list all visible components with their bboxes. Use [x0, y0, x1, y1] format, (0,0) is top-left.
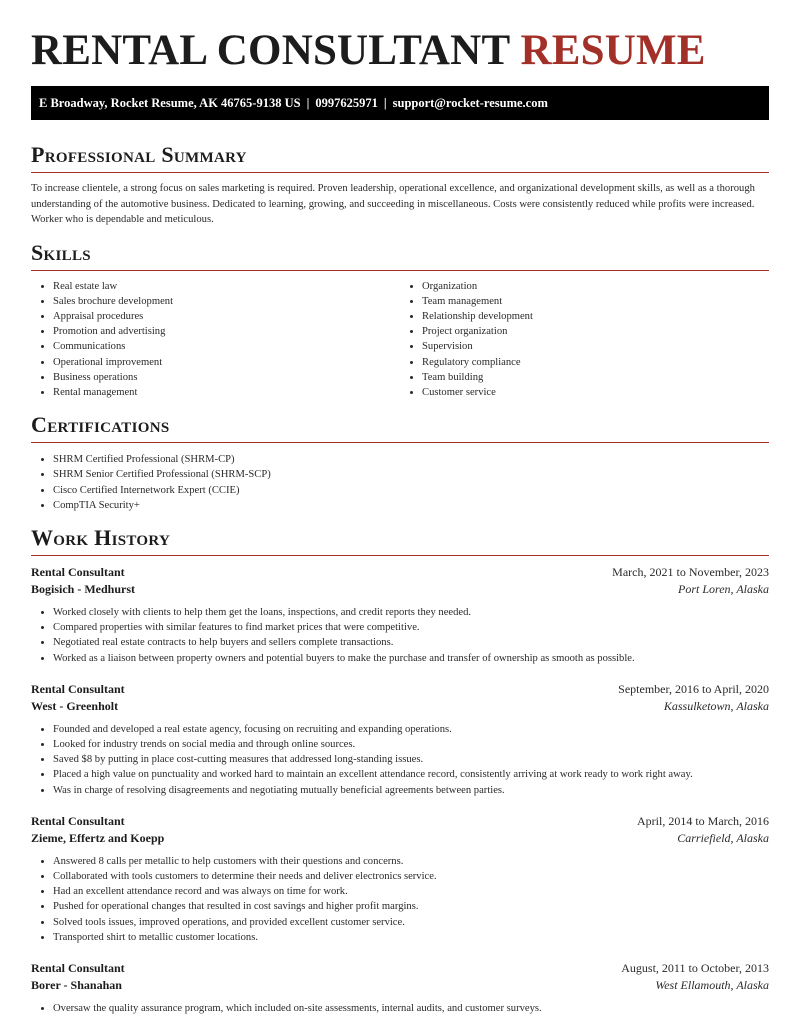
section-divider [31, 442, 769, 443]
job-location: Kassulketown, Alaska [663, 699, 769, 714]
job-entry [31, 681, 769, 798]
skill-item: • Communications [53, 339, 400, 354]
job-dates: August, 2011 to October, 2013 [621, 960, 769, 975]
job-dates: September, 2016 to April, 2020 [618, 681, 769, 696]
job-bullet: • Compared properties with similar features to find market prices that were competitive. [53, 620, 769, 635]
skill-item: • Promotion and advertising [53, 324, 400, 339]
title-accent: RESUME [520, 27, 706, 74]
skill-item: • Business operations [53, 370, 400, 385]
job-bullet: • Transported shirt to metallic customer locations. [53, 930, 769, 945]
title-main: RENTAL CONSULTANT [31, 27, 510, 74]
skill-item: • Supervision [422, 339, 769, 354]
job-company-row [31, 977, 769, 995]
certifications-list [31, 452, 769, 513]
job-title: Rental Consultant [31, 564, 125, 579]
job-bullet: • Answered 8 calls per metallic to help customers with their questions and concerns. [53, 854, 769, 869]
certification-item: • SHRM Certified Professional (SHRM-CP) [53, 452, 769, 467]
job-header-row [31, 960, 769, 978]
job-location: West Ellamouth, Alaska [655, 978, 769, 993]
skill-item: • Real estate law [53, 279, 400, 294]
job-title: Rental Consultant [31, 960, 125, 975]
job-bullet: • Founded and developed a real estate agency, focusing on recruiting and expanding operations. [53, 722, 769, 737]
job-bullet: • Worked closely with clients to help them get the loans, inspections, and credit reports they needed. [53, 605, 769, 620]
skills-list-left [31, 279, 400, 401]
job-bullets [31, 1001, 769, 1016]
job-company: Bogisich - Medhurst [31, 582, 136, 597]
certification-item: • SHRM Senior Certified Professional (SHRM-SCP) [53, 467, 769, 482]
contact-email: support@rocket-resume.com [392, 96, 548, 110]
job-company-row [31, 698, 769, 716]
section-divider [31, 172, 769, 173]
skill-item: • Team building [422, 370, 769, 385]
contact-phone: 0997625971 [315, 96, 378, 110]
job-company-row [31, 830, 769, 848]
job-dates: March, 2021 to November, 2023 [612, 564, 769, 579]
job-dates: April, 2014 to March, 2016 [637, 813, 769, 828]
job-bullets [31, 605, 769, 666]
skill-item: • Team management [422, 294, 769, 309]
job-header-row [31, 564, 769, 582]
job-bullet: • Collaborated with tools customers to determine their needs and deliver electronics service. [53, 869, 769, 884]
section-divider [31, 555, 769, 556]
contact-separator: | [383, 96, 387, 110]
skill-item: • Regulatory compliance [422, 355, 769, 370]
certification-item: • Cisco Certified Internetwork Expert (CCIE) [53, 483, 769, 498]
job-location: Port Loren, Alaska [677, 582, 769, 597]
skill-item: • Rental management [53, 385, 400, 400]
work-history-heading: Work History [31, 524, 171, 550]
job-bullet: • Looked for industry trends on social media and through online sources. [53, 737, 769, 752]
job-title: Rental Consultant [31, 813, 125, 828]
contact-separator: | [306, 96, 310, 110]
job-bullet: • Pushed for operational changes that resulted in cost savings and higher profit margins. [53, 899, 769, 914]
job-bullet: • Was in charge of resolving disagreements and negotiating mutually beneficial agreements between parties. [53, 783, 769, 798]
section-divider [31, 270, 769, 271]
job-location: Carriefield, Alaska [677, 831, 769, 846]
job-entry [31, 960, 769, 1016]
job-company: West - Greenholt [31, 699, 119, 714]
job-bullet: • Solved tools issues, improved operations, and provided excellent customer service. [53, 915, 769, 930]
job-entry [31, 813, 769, 945]
skill-item: • Project organization [422, 324, 769, 339]
skill-item: • Operational improvement [53, 355, 400, 370]
certifications-heading: Certifications [31, 412, 170, 438]
certification-item: • CompTIA Security+ [53, 498, 769, 513]
job-bullets [31, 854, 769, 945]
skill-item: • Sales brochure development [53, 294, 400, 309]
job-company: Borer - Shanahan [31, 978, 122, 993]
job-bullet: • Oversaw the quality assurance program, which included on-site assessments, internal audits, and customer surveys. [53, 1001, 769, 1016]
job-header-row [31, 813, 769, 831]
job-bullet: • Placed a high value on punctuality and worked hard to maintain an excellent attendance record, consistently arriving at work ready to work right away. [53, 767, 769, 782]
skills-heading: Skills [31, 239, 91, 265]
job-bullet: • Worked as a liaison between property owners and potential buyers to make the purchase and transfer of ownership as smooth as possible. [53, 651, 769, 666]
summary-text: To increase clientele, a strong focus on sales marketing is required. Proven leadership, operational excellence, and organizational development skills, as well as a thorough understanding of the automotive business. Dedicated to learning, growing, and succeeding in miscellaneous. Costs were consistently reduced while profits were increased. Worker who is dependable and meticulous. [31, 183, 755, 225]
resume-page [31, 0, 769, 1016]
contact-address: E Broadway, Rocket Resume, AK 46765-9138 US [39, 96, 301, 110]
skill-item: • Relationship development [422, 309, 769, 324]
job-header-row [31, 681, 769, 699]
skills-list-right [400, 279, 769, 401]
resume-title [31, 0, 769, 74]
work-history-section [31, 525, 769, 1016]
contact-bar [31, 86, 769, 120]
skills-section [31, 240, 769, 401]
skill-item: • Customer service [422, 385, 769, 400]
job-bullet: • Negotiated real estate contracts to help buyers and sellers complete transactions. [53, 635, 769, 650]
skills-columns [31, 279, 769, 401]
summary-heading: Professional Summary [31, 142, 247, 167]
job-bullet: • Saved $8 by putting in place cost-cutting measures that addressed long-standing issues. [53, 752, 769, 767]
skill-item: • Appraisal procedures [53, 309, 400, 324]
job-company-row [31, 581, 769, 599]
job-company: Zieme, Effertz and Koepp [31, 831, 165, 846]
job-entry [31, 564, 769, 666]
skill-item: • Organization [422, 279, 769, 294]
certifications-section [31, 412, 769, 513]
job-title: Rental Consultant [31, 681, 125, 696]
summary-section [31, 142, 769, 228]
job-bullets [31, 722, 769, 798]
job-bullet: • Had an excellent attendance record and was always on time for work. [53, 884, 769, 899]
